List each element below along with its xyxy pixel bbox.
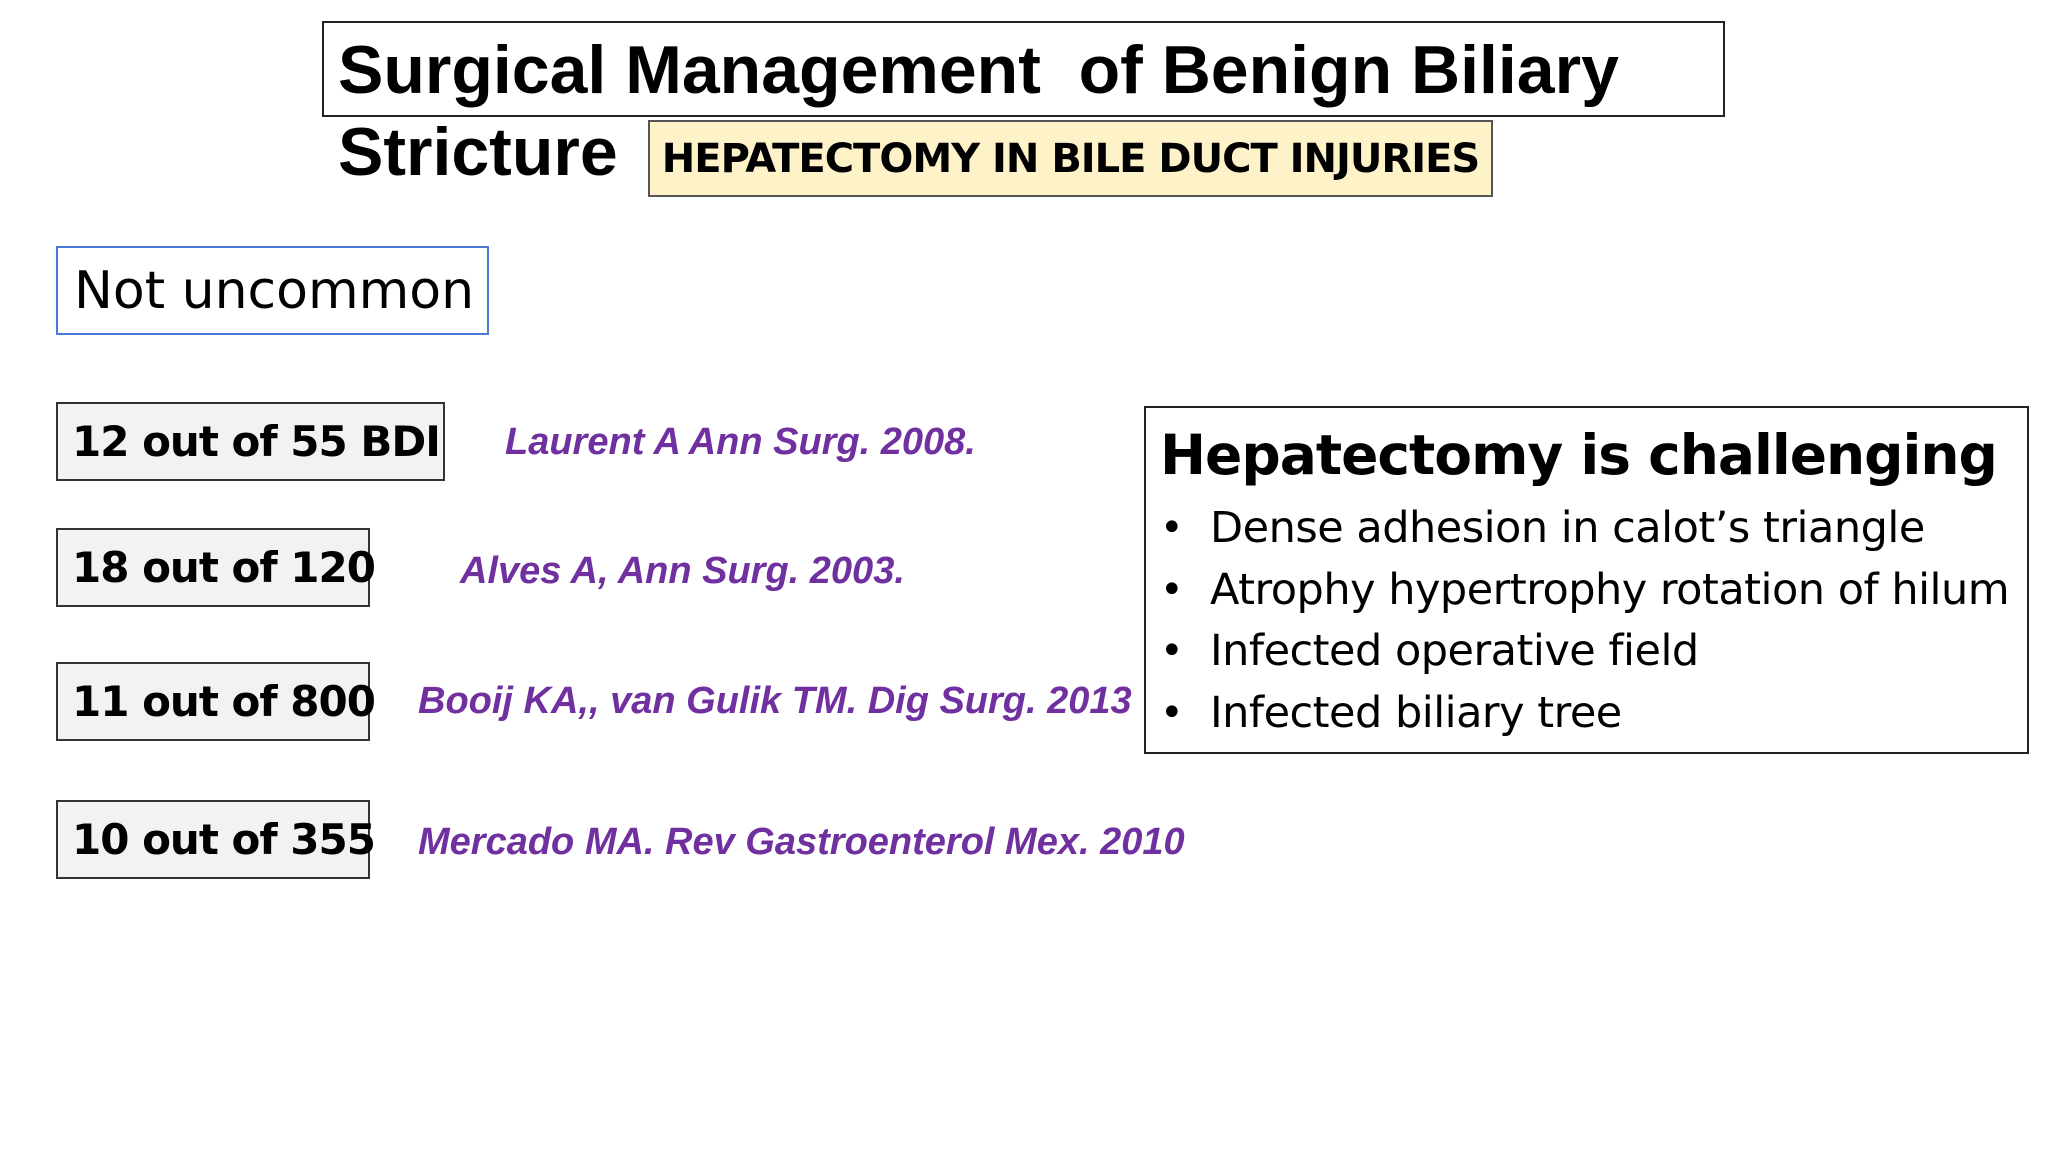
challenge-item <box>1160 621 1699 681</box>
bullet-icon: • <box>1160 628 1184 674</box>
bullet-icon: • <box>1160 690 1184 736</box>
study-count-box: 12 out of 55 BDI <box>56 402 445 481</box>
slide-title-line-1: Surgical Management of Benign Biliary <box>338 32 1619 108</box>
study-reference: Mercado MA. Rev Gastroenterol Mex. 2010 <box>418 821 1185 863</box>
challenges-title: Hepatectomy is challenging <box>1160 423 1997 487</box>
challenge-item-text: Infected biliary tree <box>1210 688 1622 738</box>
study-count-box: 11 out of 800 <box>56 662 370 741</box>
intro-label: Not uncommon <box>56 246 489 335</box>
challenge-item-text: Infected operative field <box>1210 626 1699 676</box>
bullet-icon: • <box>1160 567 1184 613</box>
study-reference: Laurent A Ann Surg. 2008. <box>505 421 976 463</box>
challenge-item <box>1160 498 1925 558</box>
challenge-item <box>1160 560 2009 620</box>
study-reference: Booij KA,, van Gulik TM. Dig Surg. 2013 <box>418 680 1132 722</box>
slide-title-line-2: Stricture <box>338 114 618 190</box>
study-reference: Alves A, Ann Surg. 2003. <box>460 550 905 592</box>
challenge-item-text: Dense adhesion in calot’s triangle <box>1210 503 1925 553</box>
challenge-item <box>1160 683 1622 743</box>
challenge-item-text: Atrophy hypertrophy rotation of hilum <box>1210 565 2010 615</box>
study-count-box: 18 out of 120 <box>56 528 370 607</box>
subtitle-badge: HEPATECTOMY IN BILE DUCT INJURIES <box>648 120 1493 197</box>
bullet-icon: • <box>1160 505 1184 551</box>
study-count-box: 10 out of 355 <box>56 800 370 879</box>
